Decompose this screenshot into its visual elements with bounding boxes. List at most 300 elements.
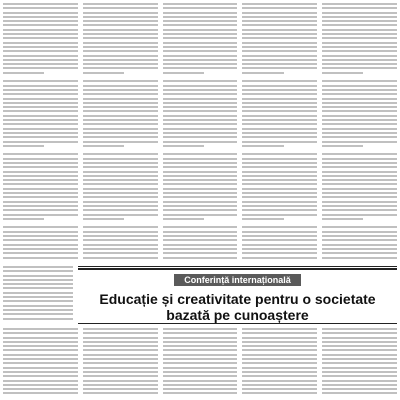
unreadable-text-line — [3, 183, 78, 185]
unreadable-text-line — [83, 7, 158, 9]
unreadable-text-line — [322, 171, 397, 173]
unreadable-text-line — [163, 102, 238, 104]
unreadable-text-line — [83, 145, 124, 147]
unreadable-text-line — [3, 226, 78, 228]
unreadable-text-line — [322, 218, 363, 220]
unreadable-text-line — [322, 362, 397, 364]
unreadable-text-line — [322, 235, 397, 237]
unreadable-text-line — [83, 50, 158, 52]
unreadable-text-line — [83, 171, 158, 173]
unreadable-text-line — [322, 214, 397, 216]
unreadable-text-line — [163, 358, 238, 360]
unreadable-text-line — [83, 252, 158, 254]
unreadable-text-line — [3, 33, 78, 35]
unreadable-text-line — [322, 248, 397, 250]
unreadable-text-line — [3, 123, 78, 125]
unreadable-text-line — [83, 248, 158, 250]
unreadable-text-line — [322, 24, 397, 26]
unreadable-text-line — [163, 141, 238, 143]
unreadable-text-line — [242, 33, 317, 35]
unreadable-text-line — [3, 67, 78, 69]
unreadable-text-line — [83, 235, 158, 237]
section-kicker: Conferință internațională — [174, 274, 301, 286]
unreadable-text-line — [322, 209, 397, 211]
text-column — [242, 3, 317, 265]
unreadable-text-line — [242, 188, 317, 190]
unreadable-text-line — [163, 252, 238, 254]
unreadable-text-line — [163, 98, 238, 100]
unreadable-text-line — [3, 384, 78, 386]
unreadable-text-line — [3, 275, 73, 277]
unreadable-text-line — [322, 252, 397, 254]
unreadable-text-line — [322, 349, 397, 351]
unreadable-text-line — [163, 136, 238, 138]
unreadable-text-line — [163, 153, 238, 155]
unreadable-text-line — [3, 136, 78, 138]
unreadable-text-line — [322, 345, 397, 347]
unreadable-text-line — [242, 76, 317, 78]
unreadable-text-line — [3, 171, 78, 173]
unreadable-text-line — [83, 123, 158, 125]
unreadable-text-line — [163, 149, 238, 151]
unreadable-text-line — [83, 3, 158, 5]
unreadable-text-line — [163, 20, 238, 22]
unreadable-text-line — [242, 3, 317, 5]
unreadable-text-line — [322, 16, 397, 18]
unreadable-text-line — [322, 136, 397, 138]
unreadable-text-line — [322, 380, 397, 382]
unreadable-text-line — [3, 188, 78, 190]
unreadable-text-line — [242, 119, 317, 121]
unreadable-text-line — [322, 328, 397, 330]
unreadable-text-line — [242, 214, 317, 216]
unreadable-text-line — [83, 349, 158, 351]
unreadable-text-line — [242, 341, 317, 343]
unreadable-text-line — [83, 188, 158, 190]
unreadable-text-line — [83, 119, 158, 121]
unreadable-text-line — [163, 50, 238, 52]
unreadable-text-line — [3, 20, 78, 22]
unreadable-text-line — [83, 222, 158, 224]
unreadable-text-line — [163, 55, 238, 57]
unreadable-text-line — [322, 179, 397, 181]
unreadable-text-line — [163, 345, 238, 347]
unreadable-text-line — [163, 145, 204, 147]
unreadable-text-line — [163, 218, 204, 220]
unreadable-text-line — [242, 153, 317, 155]
unreadable-text-line — [242, 205, 317, 207]
unreadable-text-line — [242, 252, 317, 254]
unreadable-text-line — [242, 149, 317, 151]
unreadable-text-line — [322, 367, 397, 369]
unreadable-text-line — [163, 46, 238, 48]
unreadable-text-line — [322, 196, 397, 198]
unreadable-text-line — [242, 37, 317, 39]
unreadable-text-line — [83, 80, 158, 82]
unreadable-text-line — [242, 102, 317, 104]
unreadable-text-line — [163, 59, 238, 61]
unreadable-text-line — [322, 162, 397, 164]
unreadable-text-line — [322, 20, 397, 22]
unreadable-text-line — [322, 201, 397, 203]
unreadable-text-line — [322, 244, 397, 246]
unreadable-text-line — [83, 149, 158, 151]
unreadable-text-line — [3, 332, 78, 334]
unreadable-text-line — [322, 55, 397, 57]
unreadable-text-line — [242, 179, 317, 181]
unreadable-text-line — [242, 123, 317, 125]
unreadable-text-line — [242, 349, 317, 351]
unreadable-text-line — [3, 59, 78, 61]
unreadable-text-line — [3, 50, 78, 52]
unreadable-text-line — [163, 175, 238, 177]
unreadable-text-line — [83, 67, 158, 69]
unreadable-text-line — [3, 72, 44, 74]
unreadable-text-line — [163, 72, 204, 74]
unreadable-text-line — [242, 50, 317, 52]
unreadable-text-line — [3, 93, 78, 95]
unreadable-text-line — [83, 392, 158, 394]
unreadable-text-line — [3, 392, 78, 394]
unreadable-text-line — [83, 332, 158, 334]
unreadable-text-line — [242, 226, 317, 228]
unreadable-text-line — [3, 102, 78, 104]
unreadable-text-line — [322, 3, 397, 5]
unreadable-text-line — [3, 313, 73, 315]
unreadable-text-line — [322, 239, 397, 241]
text-column — [322, 328, 397, 397]
unreadable-text-line — [3, 341, 78, 343]
unreadable-text-line — [83, 205, 158, 207]
unreadable-text-line — [3, 37, 78, 39]
unreadable-text-line — [3, 279, 73, 281]
unreadable-text-line — [83, 153, 158, 155]
unreadable-text-line — [83, 201, 158, 203]
unreadable-text-line — [322, 110, 397, 112]
text-column — [83, 3, 158, 265]
unreadable-text-line — [3, 128, 78, 130]
unreadable-text-line — [3, 328, 78, 330]
unreadable-text-line — [3, 239, 78, 241]
unreadable-text-line — [3, 309, 73, 311]
unreadable-text-line — [3, 354, 78, 356]
unreadable-text-line — [242, 392, 317, 394]
unreadable-text-line — [163, 209, 238, 211]
unreadable-text-line — [83, 166, 158, 168]
unreadable-text-line — [322, 128, 397, 130]
unreadable-text-line — [3, 305, 73, 307]
unreadable-text-line — [242, 145, 283, 147]
unreadable-text-line — [3, 292, 73, 294]
unreadable-text-line — [3, 115, 78, 117]
unreadable-text-line — [322, 29, 397, 31]
unreadable-text-line — [242, 166, 317, 168]
unreadable-text-line — [322, 388, 397, 390]
unreadable-text-line — [322, 76, 397, 78]
unreadable-text-line — [3, 375, 78, 377]
unreadable-text-line — [242, 89, 317, 91]
unreadable-text-line — [3, 42, 78, 44]
unreadable-text-line — [3, 283, 73, 285]
unreadable-text-line — [163, 80, 238, 82]
unreadable-text-line — [242, 7, 317, 9]
unreadable-text-line — [163, 248, 238, 250]
unreadable-text-line — [242, 162, 317, 164]
unreadable-text-line — [322, 106, 397, 108]
unreadable-text-line — [322, 115, 397, 117]
unreadable-text-line — [163, 119, 238, 121]
unreadable-text-line — [242, 192, 317, 194]
unreadable-text-line — [83, 231, 158, 233]
text-column — [322, 3, 397, 265]
unreadable-text-line — [242, 222, 317, 224]
unreadable-text-line — [83, 76, 158, 78]
unreadable-text-line — [322, 141, 397, 143]
unreadable-text-line — [163, 7, 238, 9]
unreadable-text-line — [242, 375, 317, 377]
unreadable-text-line — [83, 328, 158, 330]
unreadable-text-line — [322, 231, 397, 233]
unreadable-text-line — [163, 226, 238, 228]
unreadable-text-line — [163, 158, 238, 160]
unreadable-text-line — [3, 55, 78, 57]
unreadable-text-line — [322, 102, 397, 104]
unreadable-text-line — [3, 175, 78, 177]
unreadable-text-line — [322, 192, 397, 194]
unreadable-text-line — [242, 196, 317, 198]
text-column — [3, 328, 78, 397]
unreadable-text-line — [3, 244, 78, 246]
text-column — [163, 3, 238, 265]
unreadable-text-line — [163, 362, 238, 364]
unreadable-text-line — [242, 231, 317, 233]
conference-article-header — [78, 268, 397, 324]
unreadable-text-line — [3, 345, 78, 347]
unreadable-text-line — [3, 132, 78, 134]
unreadable-text-line — [163, 67, 238, 69]
unreadable-text-line — [322, 72, 363, 74]
unreadable-text-line — [3, 367, 78, 369]
unreadable-text-line — [242, 16, 317, 18]
unreadable-text-line — [83, 380, 158, 382]
unreadable-text-line — [242, 136, 317, 138]
unreadable-text-line — [83, 72, 124, 74]
unreadable-text-line — [242, 218, 283, 220]
unreadable-text-line — [3, 287, 73, 289]
unreadable-text-line — [242, 328, 317, 330]
unreadable-text-line — [3, 85, 78, 87]
unreadable-text-line — [163, 244, 238, 246]
conference-article-body — [3, 328, 397, 397]
unreadable-text-line — [322, 226, 397, 228]
unreadable-text-line — [242, 59, 317, 61]
unreadable-text-line — [322, 12, 397, 14]
unreadable-text-line — [242, 171, 317, 173]
unreadable-text-line — [163, 384, 238, 386]
unreadable-text-line — [3, 214, 78, 216]
unreadable-text-line — [322, 67, 397, 69]
unreadable-text-line — [322, 63, 397, 65]
unreadable-text-line — [322, 188, 397, 190]
unreadable-text-line — [83, 46, 158, 48]
unreadable-text-line — [163, 380, 238, 382]
unreadable-text-line — [242, 358, 317, 360]
unreadable-text-line — [163, 93, 238, 95]
unreadable-text-line — [83, 98, 158, 100]
unreadable-text-line — [322, 123, 397, 125]
unreadable-text-line — [163, 37, 238, 39]
unreadable-text-line — [242, 20, 317, 22]
unreadable-text-line — [83, 239, 158, 241]
unreadable-text-line — [3, 388, 78, 390]
unreadable-text-line — [83, 175, 158, 177]
unreadable-text-line — [163, 3, 238, 5]
unreadable-text-line — [322, 183, 397, 185]
unreadable-text-line — [3, 7, 78, 9]
unreadable-text-line — [242, 337, 317, 339]
unreadable-text-line — [3, 106, 78, 108]
unreadable-text-line — [3, 192, 78, 194]
unreadable-text-line — [322, 119, 397, 121]
unreadable-text-line — [3, 358, 78, 360]
unreadable-text-line — [83, 257, 158, 259]
unreadable-text-line — [242, 248, 317, 250]
unreadable-text-line — [322, 59, 397, 61]
unreadable-text-line — [3, 266, 73, 268]
unreadable-text-line — [242, 244, 317, 246]
unreadable-text-line — [83, 132, 158, 134]
unreadable-text-line — [83, 37, 158, 39]
unreadable-text-line — [242, 98, 317, 100]
unreadable-text-line — [3, 318, 73, 320]
unreadable-text-line — [83, 358, 158, 360]
unreadable-text-line — [163, 239, 238, 241]
unreadable-text-line — [322, 358, 397, 360]
unreadable-text-line — [83, 42, 158, 44]
unreadable-text-line — [242, 29, 317, 31]
unreadable-text-line — [242, 67, 317, 69]
unreadable-text-line — [3, 12, 78, 14]
unreadable-text-line — [322, 50, 397, 52]
unreadable-text-line — [3, 145, 44, 147]
unreadable-text-line — [163, 85, 238, 87]
unreadable-text-line — [3, 89, 78, 91]
unreadable-text-line — [163, 392, 238, 394]
unreadable-text-line — [83, 59, 158, 61]
unreadable-text-line — [83, 20, 158, 22]
unreadable-text-line — [163, 106, 238, 108]
unreadable-text-line — [3, 196, 78, 198]
unreadable-text-line — [163, 166, 238, 168]
unreadable-text-line — [163, 371, 238, 373]
unreadable-text-line — [163, 201, 238, 203]
unreadable-text-line — [163, 337, 238, 339]
unreadable-text-line — [83, 162, 158, 164]
unreadable-text-line — [83, 192, 158, 194]
unreadable-text-line — [163, 367, 238, 369]
unreadable-text-line — [83, 115, 158, 117]
unreadable-text-line — [322, 222, 397, 224]
unreadable-text-line — [242, 384, 317, 386]
unreadable-text-line — [163, 12, 238, 14]
text-column — [163, 328, 238, 397]
unreadable-text-line — [3, 63, 78, 65]
unreadable-text-line — [322, 33, 397, 35]
unreadable-text-line — [83, 196, 158, 198]
unreadable-text-line — [3, 158, 78, 160]
unreadable-text-line — [3, 29, 78, 31]
unreadable-text-line — [242, 201, 317, 203]
unreadable-text-line — [242, 115, 317, 117]
unreadable-text-line — [242, 354, 317, 356]
unreadable-text-line — [3, 270, 73, 272]
unreadable-text-line — [163, 332, 238, 334]
unreadable-text-line — [3, 218, 44, 220]
unreadable-text-line — [83, 209, 158, 211]
unreadable-text-line — [83, 141, 158, 143]
unreadable-text-line — [83, 218, 124, 220]
unreadable-text-line — [83, 214, 158, 216]
unreadable-text-line — [3, 300, 73, 302]
unreadable-text-line — [242, 371, 317, 373]
unreadable-text-line — [322, 98, 397, 100]
unreadable-text-line — [83, 362, 158, 364]
unreadable-text-line — [242, 106, 317, 108]
unreadable-text-line — [163, 205, 238, 207]
unreadable-text-line — [242, 80, 317, 82]
unreadable-text-line — [163, 132, 238, 134]
unreadable-text-line — [3, 80, 78, 82]
unreadable-text-line — [163, 89, 238, 91]
unreadable-text-line — [83, 33, 158, 35]
unreadable-text-line — [3, 3, 78, 5]
unreadable-text-line — [163, 257, 238, 259]
unreadable-text-line — [242, 85, 317, 87]
unreadable-text-line — [3, 149, 78, 151]
unreadable-text-line — [322, 392, 397, 394]
unreadable-text-line — [322, 257, 397, 259]
unreadable-text-line — [3, 16, 78, 18]
unreadable-text-line — [3, 235, 78, 237]
unreadable-text-line — [322, 175, 397, 177]
unreadable-text-line — [163, 63, 238, 65]
unreadable-text-line — [242, 175, 317, 177]
unreadable-text-line — [322, 85, 397, 87]
unreadable-text-line — [322, 337, 397, 339]
unreadable-text-line — [242, 46, 317, 48]
unreadable-text-line — [3, 231, 78, 233]
unreadable-text-line — [83, 89, 158, 91]
unreadable-text-line — [242, 362, 317, 364]
unreadable-text-line — [163, 328, 238, 330]
unreadable-text-line — [242, 239, 317, 241]
unreadable-text-line — [163, 231, 238, 233]
article-headline: Educație și creativitate pentru o societate bazată pe cunoaștere — [99, 291, 376, 323]
unreadable-text-line — [3, 380, 78, 382]
unreadable-text-line — [322, 375, 397, 377]
unreadable-text-line — [242, 158, 317, 160]
unreadable-text-line — [242, 93, 317, 95]
unreadable-text-line — [3, 119, 78, 121]
unreadable-text-line — [322, 158, 397, 160]
unreadable-text-line — [83, 354, 158, 356]
unreadable-text-line — [83, 55, 158, 57]
unreadable-text-line — [322, 354, 397, 356]
unreadable-text-line — [83, 384, 158, 386]
unreadable-text-line — [242, 72, 283, 74]
unreadable-text-line — [83, 128, 158, 130]
unreadable-text-line — [322, 371, 397, 373]
